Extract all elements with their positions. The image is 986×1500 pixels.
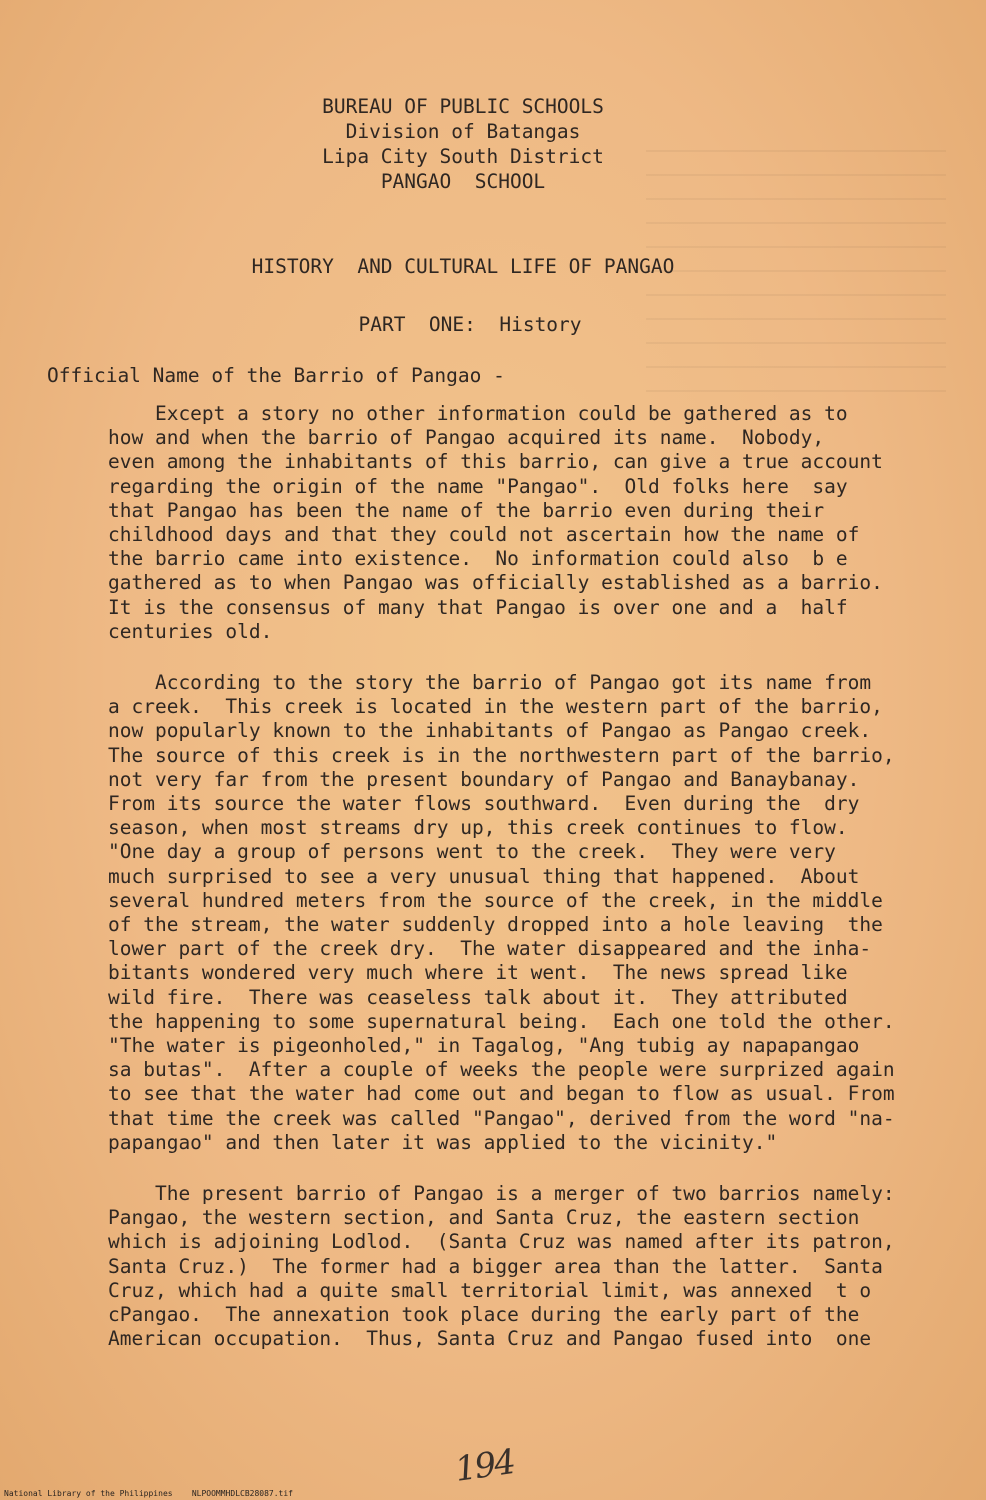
text-line: childhood days and that they could not ascertain how the name of [108,523,860,547]
text-line: Pangao, the western section, and Santa Cruz, the eastern section [108,1206,860,1230]
text-line: even among the inhabitants of this barrio, can give a true account [108,450,883,474]
text-line: papangao" and then later it was applied to the vicinity." [108,1130,778,1154]
text-line: season, when most streams dry up, this creek continues to flow. [108,816,848,840]
text-line: the barrio came into existence. No information could also b e [108,547,848,571]
text-line: According to the story the barrio of Pangao got its name from [108,671,872,694]
letterhead [0,94,926,194]
text-line: several hundred meters from the source of the creek, in the middle [108,888,883,912]
part-title: PART ONE: History [358,313,582,336]
text-line: regarding the origin of the name "Pangao". Old folks here say [108,474,848,498]
letterhead-line: Division of Batangas [345,120,581,143]
text-line: much surprised to see a very unusual thing that happened. About [108,864,860,888]
text-line: American occupation. Thus, Santa Cruz and Pangao fused into one [108,1327,872,1351]
text-line: wild fire. There was ceaseless talk about it. They attributed [108,985,848,1009]
text-line: gathered as to when Pangao was officially established as a barrio. [108,571,883,595]
text-line: cPangao. The annexation took place during the early part of the [108,1303,860,1327]
text-line: how and when the barrio of Pangao acquired its name. Nobody, [108,426,825,450]
text-line: to see that the water had come out and began to flow as usual. From [108,1082,895,1106]
text-line: sa butas". After a couple of weeks the people were surprized again [108,1058,895,1082]
text-line: not very far from the present boundary of Pangao and Banaybanay. [108,767,860,791]
text-line: Except a story no other information could be gathered as to [108,402,848,425]
text-line: "One day a group of persons went to the creek. They were very [108,840,836,864]
letterhead-line: BUREAU OF PUBLIC SCHOOLS [322,95,604,118]
text-line: From its source the water flows southward. Even during the dry [108,792,860,816]
scan-credit-footer: National Library of the Philippines NLPOOMMHDLCB28087.tif [4,1489,293,1498]
text-line: that time the creek was called "Pangao", derived from the word "na- [108,1106,895,1130]
paragraph-2 [108,671,948,1155]
paragraph-3 [108,1182,948,1351]
text-line: lower part of the creek dry. The water disappeared and the inha- [108,937,872,961]
text-line: Cruz, which had a quite small territorial limit, was annexed t o [108,1278,872,1302]
text-line: "The water is pigeonholed," in Tagalog, "Ang tubig ay napapangao [108,1034,860,1058]
text-line: now popularly known to the inhabitants of Pangao as Pangao creek. [108,719,872,743]
letterhead-line: PANGAO SCHOOL [380,170,546,193]
text-line: Santa Cruz.) The former had a bigger area than the latter. Santa [108,1254,883,1278]
text-line: the happening to some supernatural being. Each one told the other. [108,1009,895,1033]
text-line: centuries old. [108,619,273,643]
handwritten-page-number: 194 [452,1442,517,1490]
text-line: of the stream, the water suddenly dropped into a hole leaving the [108,913,883,937]
section-heading: Official Name of the Barrio of Pangao - [47,364,505,387]
paragraph-1 [108,402,948,644]
text-line: The present barrio of Pangao is a merger of two barrios namely: [108,1182,895,1205]
text-line: It is the consensus of many that Pangao is over one and a half [108,595,848,619]
text-line: The source of this creek is in the northwestern part of the barrio, [108,743,895,767]
letterhead-line: Lipa City South District [322,145,604,168]
text-line: bitants wondered very much where it went. The news spread like [108,961,848,985]
text-line: a creek. This creek is located in the western part of the barrio, [108,695,883,719]
text-line: which is adjoining Lodlod. (Santa Cruz was named after its patron, [108,1230,895,1254]
text-line: that Pangao has been the name of the barrio even during their [108,498,825,522]
document-title: HISTORY AND CULTURAL LIFE OF PANGAO [251,255,675,278]
